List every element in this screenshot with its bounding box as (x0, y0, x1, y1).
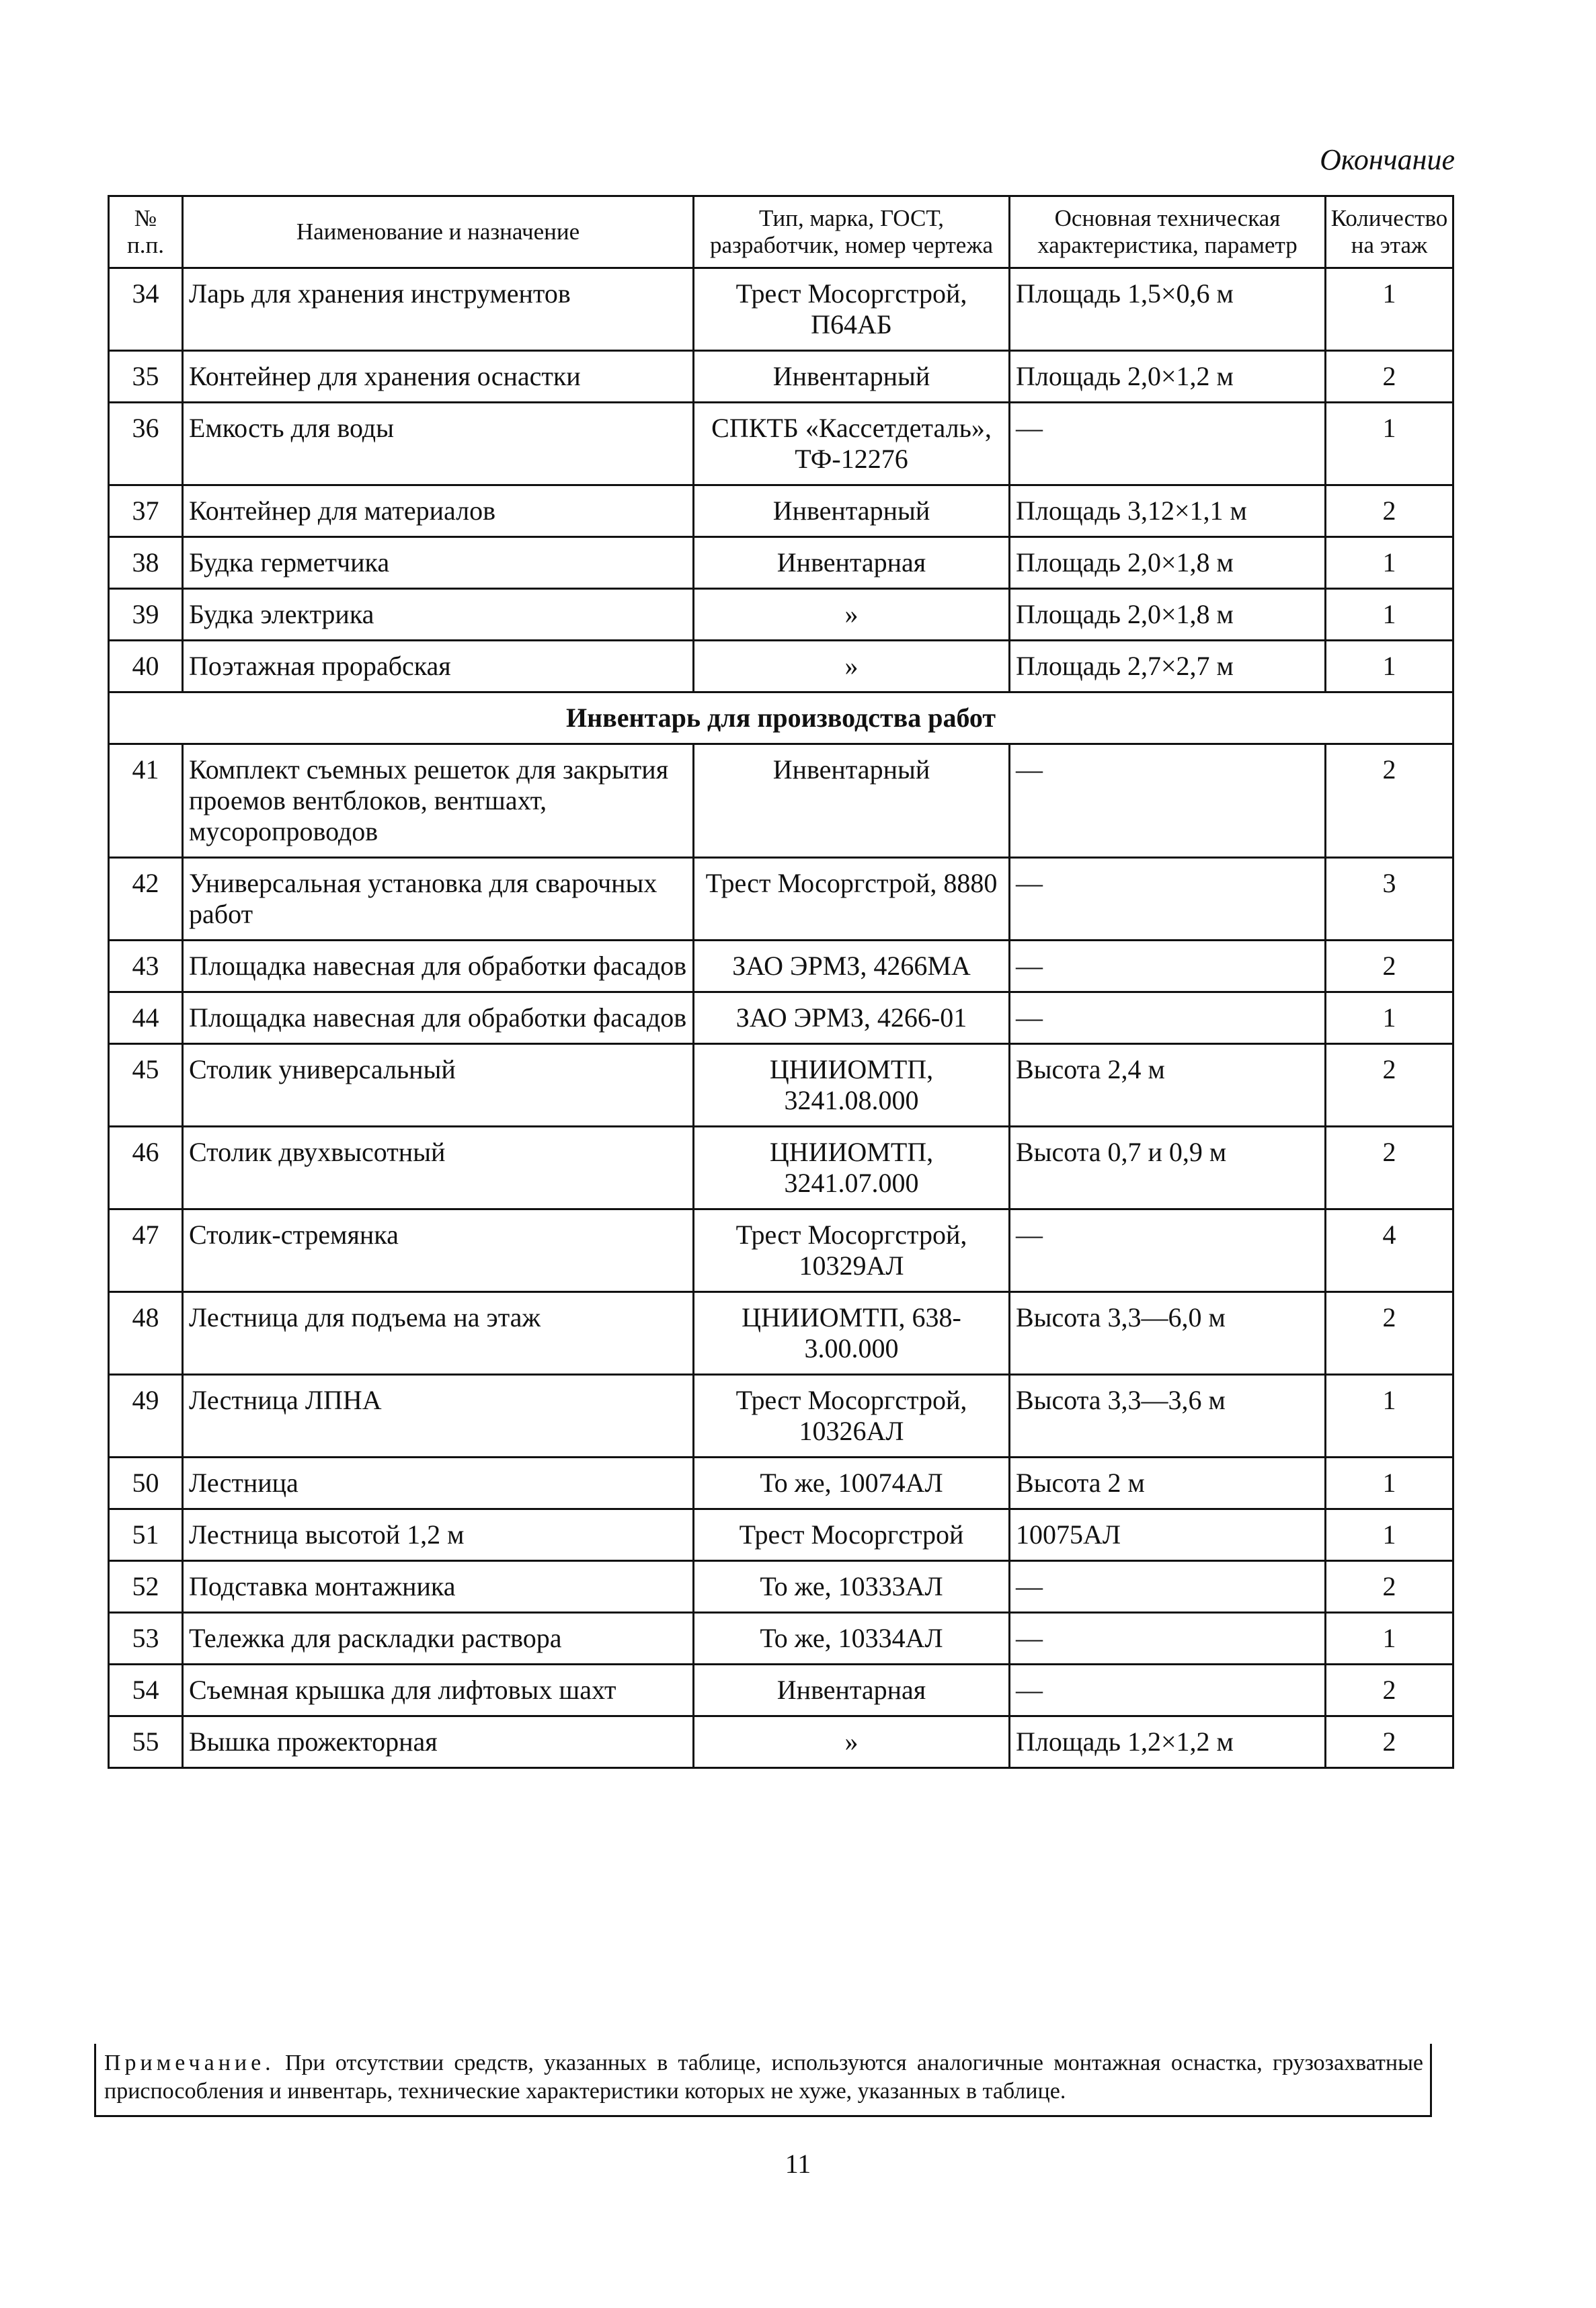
row-type: Инвентарный (694, 744, 1010, 858)
row-name: Будка герметчика (183, 537, 694, 589)
table-row (109, 1613, 1453, 1665)
row-name: Емкость для воды (183, 403, 694, 485)
table-row (109, 1561, 1453, 1613)
table-row (109, 403, 1453, 485)
row-number: 41 (109, 744, 183, 858)
row-name: Универсальная установка для сварочных работ (183, 858, 694, 941)
table-row (109, 1458, 1453, 1509)
row-parameter: 10075АЛ (1010, 1509, 1326, 1561)
note-text: При отсутствии средств, указанных в таблице, используются аналогичные монтажная оснастка, грузозахватные приспособления и инвентарь, технические характеристики которых не хуже, указанных в таблице. (104, 2051, 1424, 2104)
row-name: Тележка для раскладки раствора (183, 1613, 694, 1665)
row-name: Столик-стремянка (183, 1209, 694, 1292)
row-name: Лестница ЛПНА (183, 1375, 694, 1458)
row-quantity: 2 (1326, 1127, 1453, 1209)
table-header-row (109, 196, 1453, 268)
table-body-upper (109, 268, 1453, 692)
table-row (109, 1127, 1453, 1209)
row-parameter: Площадь 2,0×1,2 м (1010, 351, 1326, 403)
row-type: Трест Мосоргстрой, 10326АЛ (694, 1375, 1010, 1458)
row-parameter: — (1010, 1209, 1326, 1292)
row-quantity: 1 (1326, 1458, 1453, 1509)
row-type: СПКТБ «Кассетдеталь», ТФ-12276 (694, 403, 1010, 485)
row-parameter: — (1010, 403, 1326, 485)
row-name: Площадка навесная для обработки фасадов (183, 941, 694, 992)
row-number: 55 (109, 1716, 183, 1768)
table-row (109, 268, 1453, 351)
row-parameter: — (1010, 1665, 1326, 1716)
row-type: Инвентарная (694, 1665, 1010, 1716)
row-number: 52 (109, 1561, 183, 1613)
row-name: Вышка прожекторная (183, 1716, 694, 1768)
row-quantity: 1 (1326, 589, 1453, 641)
table-row (109, 858, 1453, 941)
row-quantity: 1 (1326, 641, 1453, 692)
table-row (109, 1209, 1453, 1292)
table-row (109, 941, 1453, 992)
row-number: 36 (109, 403, 183, 485)
row-number: 48 (109, 1292, 183, 1375)
row-name: Подставка монтажника (183, 1561, 694, 1613)
row-type: Инвентарная (694, 537, 1010, 589)
row-parameter: Площадь 2,7×2,7 м (1010, 641, 1326, 692)
row-name: Площадка навесная для обработки фасадов (183, 992, 694, 1044)
table-row (109, 589, 1453, 641)
row-name: Лестница (183, 1458, 694, 1509)
row-name: Столик двухвысотный (183, 1127, 694, 1209)
col-header-quantity: Количество на этаж (1326, 196, 1453, 268)
table-row (109, 744, 1453, 858)
row-number: 46 (109, 1127, 183, 1209)
note-title: Примечание. (104, 2051, 275, 2075)
row-type: То же, 10074АЛ (694, 1458, 1010, 1509)
table-row (109, 1665, 1453, 1716)
table-row (109, 641, 1453, 692)
row-number: 34 (109, 268, 183, 351)
row-type: ЗАО ЭРМЗ, 4266-01 (694, 992, 1010, 1044)
row-number: 50 (109, 1458, 183, 1509)
table-row (109, 1292, 1453, 1375)
row-quantity: 1 (1326, 268, 1453, 351)
row-number: 37 (109, 485, 183, 537)
col-header-number: № п.п. (109, 196, 183, 268)
row-name: Контейнер для материалов (183, 485, 694, 537)
row-quantity: 2 (1326, 485, 1453, 537)
row-parameter: Площадь 1,2×1,2 м (1010, 1716, 1326, 1768)
row-number: 51 (109, 1509, 183, 1561)
row-name: Контейнер для хранения оснастки (183, 351, 694, 403)
row-type: » (694, 1716, 1010, 1768)
row-number: 42 (109, 858, 183, 941)
row-quantity: 2 (1326, 1716, 1453, 1768)
row-quantity: 1 (1326, 992, 1453, 1044)
row-number: 39 (109, 589, 183, 641)
row-number: 49 (109, 1375, 183, 1458)
row-name: Съемная крышка для лифтовых шахт (183, 1665, 694, 1716)
equipment-table-wrapper (108, 195, 1452, 1769)
row-type: Инвентарный (694, 351, 1010, 403)
row-name: Будка электрика (183, 589, 694, 641)
row-parameter: Площадь 2,0×1,8 м (1010, 589, 1326, 641)
row-parameter: — (1010, 992, 1326, 1044)
col-header-name: Наименование и назначение (183, 196, 694, 268)
row-name: Столик универсальный (183, 1044, 694, 1127)
row-type: То же, 10333АЛ (694, 1561, 1010, 1613)
row-quantity: 2 (1326, 1561, 1453, 1613)
row-quantity: 2 (1326, 941, 1453, 992)
row-type: Трест Мосоргстрой, 10329АЛ (694, 1209, 1010, 1292)
row-number: 45 (109, 1044, 183, 1127)
continuation-label: Окончание (1320, 143, 1455, 176)
row-quantity: 1 (1326, 1375, 1453, 1458)
row-quantity: 3 (1326, 858, 1453, 941)
row-type: Трест Мосоргстрой (694, 1509, 1010, 1561)
table-row (109, 351, 1453, 403)
row-type: » (694, 589, 1010, 641)
section-title: Инвентарь для производства работ (109, 692, 1453, 744)
row-quantity: 1 (1326, 1613, 1453, 1665)
table-body-lower (109, 744, 1453, 1768)
row-number: 43 (109, 941, 183, 992)
table-row (109, 537, 1453, 589)
col-header-parameter: Основная техническая характеристика, параметр (1010, 196, 1326, 268)
row-quantity: 1 (1326, 403, 1453, 485)
table-row (109, 1509, 1453, 1561)
row-parameter: — (1010, 1613, 1326, 1665)
row-number: 40 (109, 641, 183, 692)
table-row (109, 1375, 1453, 1458)
table-row (109, 992, 1453, 1044)
table-row (109, 1044, 1453, 1127)
row-type: Трест Мосоргстрой, П64АБ (694, 268, 1010, 351)
row-quantity: 2 (1326, 1665, 1453, 1716)
row-parameter: — (1010, 744, 1326, 858)
row-number: 38 (109, 537, 183, 589)
row-type: То же, 10334АЛ (694, 1613, 1010, 1665)
row-quantity: 1 (1326, 537, 1453, 589)
row-number: 35 (109, 351, 183, 403)
row-parameter: Высота 3,3—3,6 м (1010, 1375, 1326, 1458)
row-parameter: Высота 2,4 м (1010, 1044, 1326, 1127)
row-number: 53 (109, 1613, 183, 1665)
row-name: Лестница высотой 1,2 м (183, 1509, 694, 1561)
row-quantity: 1 (1326, 1509, 1453, 1561)
row-quantity: 2 (1326, 1044, 1453, 1127)
row-quantity: 2 (1326, 1292, 1453, 1375)
section-row (109, 692, 1453, 744)
col-header-type: Тип, марка, ГОСТ, разработчик, номер чертежа (694, 196, 1010, 268)
row-number: 47 (109, 1209, 183, 1292)
table-note (94, 2044, 1432, 2117)
row-parameter: — (1010, 1561, 1326, 1613)
table-section (109, 692, 1453, 744)
row-name: Комплект съемных решеток для закрытия проемов вентблоков, вентшахт, мусоропроводов (183, 744, 694, 858)
row-number: 54 (109, 1665, 183, 1716)
row-name: Поэтажная прорабская (183, 641, 694, 692)
row-type: ЦНИИОМТП, 3241.07.000 (694, 1127, 1010, 1209)
row-parameter: Площадь 3,12×1,1 м (1010, 485, 1326, 537)
row-quantity: 2 (1326, 744, 1453, 858)
table-row (109, 485, 1453, 537)
row-parameter: Площадь 2,0×1,8 м (1010, 537, 1326, 589)
row-parameter: — (1010, 941, 1326, 992)
row-type: ЦНИИОМТП, 3241.08.000 (694, 1044, 1010, 1127)
row-quantity: 4 (1326, 1209, 1453, 1292)
row-parameter: Высота 2 м (1010, 1458, 1326, 1509)
row-name: Лестница для подъема на этаж (183, 1292, 694, 1375)
row-type: ЦНИИОМТП, 638-3.00.000 (694, 1292, 1010, 1375)
equipment-table (108, 195, 1454, 1769)
table-row (109, 1716, 1453, 1768)
row-type: ЗАО ЭРМЗ, 4266МА (694, 941, 1010, 992)
row-parameter: — (1010, 858, 1326, 941)
row-quantity: 2 (1326, 351, 1453, 403)
page-number: 11 (785, 2149, 811, 2179)
row-parameter: Высота 3,3—6,0 м (1010, 1292, 1326, 1375)
row-type: » (694, 641, 1010, 692)
row-type: Инвентарный (694, 485, 1010, 537)
row-parameter: Высота 0,7 и 0,9 м (1010, 1127, 1326, 1209)
row-parameter: Площадь 1,5×0,6 м (1010, 268, 1326, 351)
row-name: Ларь для хранения инструментов (183, 268, 694, 351)
row-type: Трест Мосоргстрой, 8880 (694, 858, 1010, 941)
row-number: 44 (109, 992, 183, 1044)
